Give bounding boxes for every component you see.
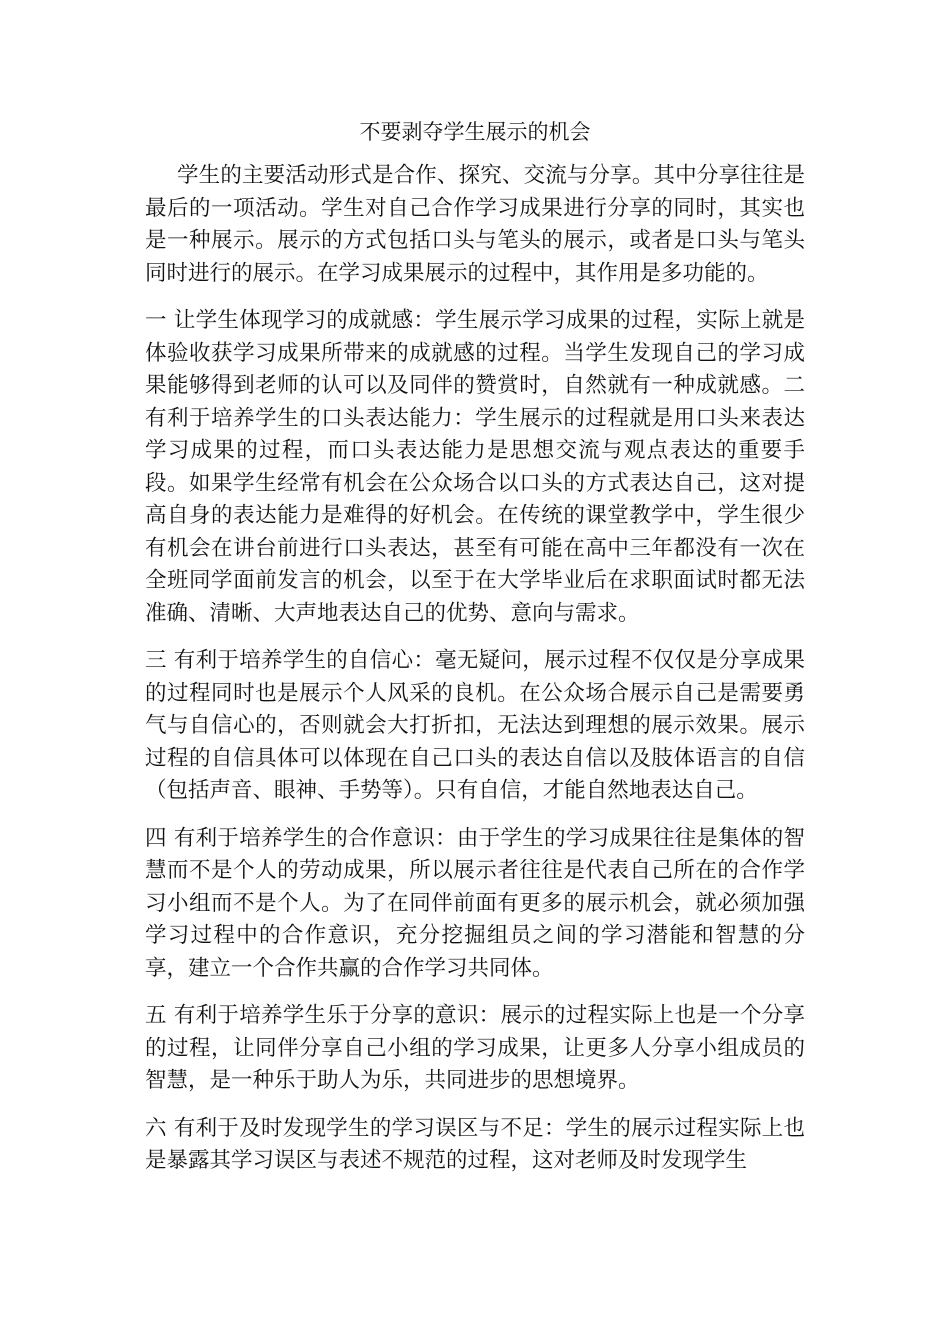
document-body: [145, 160, 805, 1193]
paragraph-point-5: 五 有利于培养学生乐于分享的意识：展示的过程实际上也是一个分享的过程，让同伴分享自己小组的学习成果，让更多人分享小组成员的智慧，是一种乐于助人为乐，共同进步的思想境界。: [145, 1003, 805, 1093]
paragraph-points-1-2: 一 让学生体现学习的成就感：学生展示学习成果的过程，实际上就是体验收获学习成果所带来的成就感的过程。当学生发现自己的学习成果能够得到老师的认可以及同伴的赞赏时，自然就有一种成就感。二 有利于培养学生的口头表达能力：学生展示的过程就是用口头来表达学习成果的过程，而口头表达能力是思想交流与观点表达的重要手段。如果学生经常有机会在公众场合以口头的方式表达自己，这对提高自身的表达能力是难得的好机会。在传统的课堂教学中，学生很少有机会在讲台前进行口头表达，甚至有可能在高中三年都没有一次在全班同学面前发言的机会，以至于在大学毕业后在求职面试时都无法准确、清晰、大声地表达自己的优势、意向与需求。: [145, 308, 805, 626]
document-title: 不要剥夺学生展示的机会: [359, 120, 591, 144]
paragraph-point-3: 三 有利于培养学生的自信心：毫无疑问，展示过程不仅仅是分享成果的过程同时也是展示个人风采的良机。在公众场合展示自己是需要勇气与自信心的，否则就会大打折扣，无法达到理想的展示效果。展示过程的自信具体可以体现在自己口头的表达自信以及肢体语言的自信（包括声音、眼神、手势等）。只有自信，才能自然地表达自己。: [145, 648, 805, 803]
paragraph-point-6: 六 有利于及时发现学生的学习误区与不足：学生的展示过程实际上也是暴露其学习误区与表述不规范的过程，这对老师及时发现学生: [145, 1115, 805, 1173]
paragraph-point-4: 四 有利于培养学生的合作意识：由于学生的学习成果往往是集体的智慧而不是个人的劳动成果，所以展示者往往是代表自己所在的合作学习小组而不是个人。为了在同伴前面有更多的展示机会，就必须加强学习过程中的合作意识，充分挖掘组员之间的学习潜能和智慧的分享，建立一个合作共赢的合作学习共同体。: [145, 825, 805, 981]
paragraph-intro: 学生的主要活动形式是合作、探究、交流与分享。其中分享往往是最后的一项活动。学生对自己合作学习成果进行分享的同时，其实也是一种展示。展示的方式包括口头与笔头的展示，或者是口头与笔头同时进行的展示。在学习成果展示的过程中，其作用是多功能的。: [145, 163, 805, 286]
